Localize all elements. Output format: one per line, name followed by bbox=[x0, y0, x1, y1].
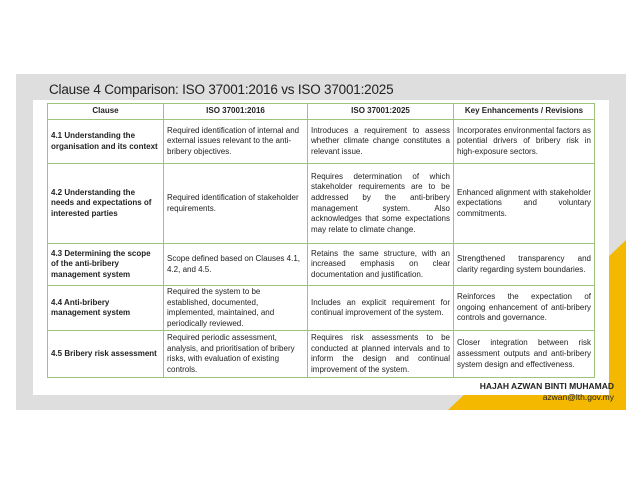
header-2025: ISO 37001:2025 bbox=[308, 104, 454, 120]
enhancement-cell: Strengthened transparency and clarity regarding system boundaries. bbox=[454, 244, 595, 286]
iso2025-cell: Requires determination of which stakeholder requirements are to be addressed by the anti-bribery management system. Also acknowledges that some expectations may relate to climate change. bbox=[308, 164, 454, 244]
header-enhancements: Key Enhancements / Revisions bbox=[454, 104, 595, 120]
iso2025-cell: Introduces a requirement to assess whether climate change constitutes a relevant issue. bbox=[308, 120, 454, 164]
iso2016-cell: Required identification of internal and external issues relevant to the anti-bribery objectives. bbox=[164, 120, 308, 164]
comparison-table bbox=[47, 103, 595, 378]
slide-title: Clause 4 Comparison: ISO 37001:2016 vs ISO 37001:2025 bbox=[49, 82, 394, 97]
table-row bbox=[48, 331, 595, 378]
header-2016: ISO 37001:2016 bbox=[164, 104, 308, 120]
author-name: HAJAH AZWAN BINTI MUHAMAD bbox=[479, 381, 614, 391]
table-header-row bbox=[48, 104, 595, 120]
iso2025-cell: Retains the same structure, with an increased emphasis on clear documentation and justification. bbox=[308, 244, 454, 286]
author-block bbox=[480, 381, 614, 403]
enhancement-cell: Closer integration between risk assessment outputs and anti-bribery system design and effectiveness. bbox=[454, 331, 595, 378]
clause-cell: 4.5 Bribery risk assessment bbox=[48, 331, 164, 378]
clause-cell: 4.4 Anti-bribery management system bbox=[48, 286, 164, 331]
header-clause: Clause bbox=[48, 104, 164, 120]
clause-cell: 4.1 Understanding the organisation and its context bbox=[48, 120, 164, 164]
iso2016-cell: Required the system to be established, documented, implemented, maintained, and periodically reviewed. bbox=[164, 286, 308, 331]
iso2016-cell: Required periodic assessment, analysis, and prioritisation of bribery risks, with evaluation of existing controls. bbox=[164, 331, 308, 378]
clause-cell: 4.3 Determining the scope of the anti-bribery management system bbox=[48, 244, 164, 286]
author-email: azwan@lth.gov.my bbox=[542, 392, 614, 402]
iso2025-cell: Requires risk assessments to be conducted at planned intervals and to inform the design and continual improvement of the system. bbox=[308, 331, 454, 378]
table-row bbox=[48, 120, 595, 164]
enhancement-cell: Incorporates environmental factors as potential drivers of bribery risk in high-exposure sectors. bbox=[454, 120, 595, 164]
iso2016-cell: Required identification of stakeholder requirements. bbox=[164, 164, 308, 244]
iso2016-cell: Scope defined based on Clauses 4.1, 4.2, and 4.5. bbox=[164, 244, 308, 286]
enhancement-cell: Reinforces the expectation of ongoing enhancement of anti-bribery controls and governance. bbox=[454, 286, 595, 331]
table-row bbox=[48, 286, 595, 331]
table-row bbox=[48, 164, 595, 244]
iso2025-cell: Includes an explicit requirement for continual improvement of the system. bbox=[308, 286, 454, 331]
enhancement-cell: Enhanced alignment with stakeholder expectations and voluntary commitments. bbox=[454, 164, 595, 244]
clause-cell: 4.2 Understanding the needs and expectations of interested parties bbox=[48, 164, 164, 244]
table-row bbox=[48, 244, 595, 286]
